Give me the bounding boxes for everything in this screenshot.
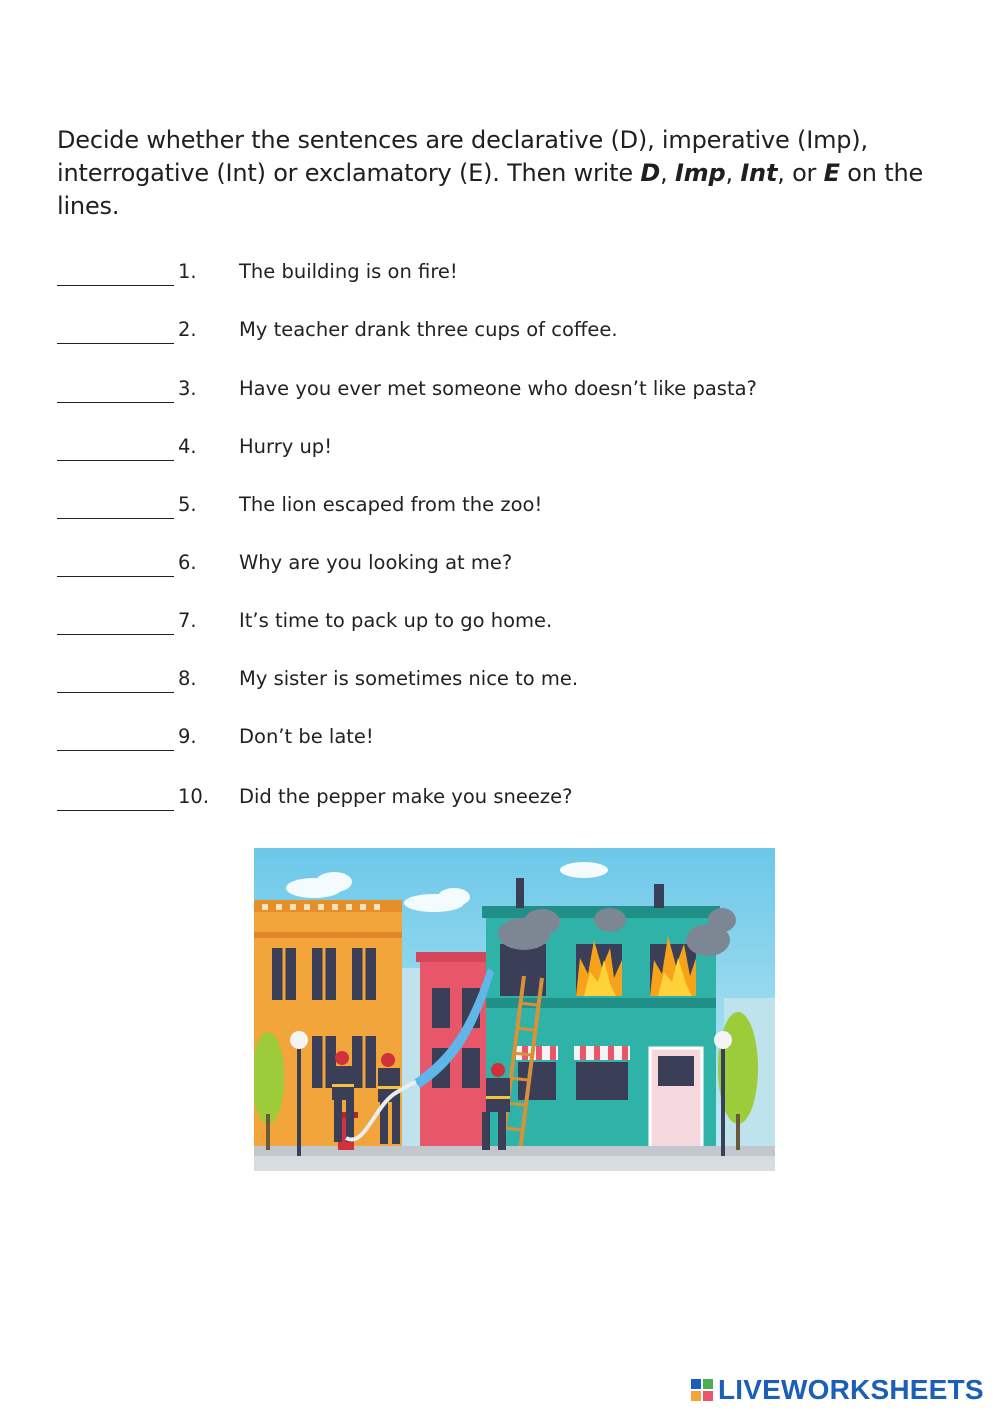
- answer-blank[interactable]: [57, 667, 174, 693]
- item-number: 8.: [178, 667, 197, 690]
- instructions: [57, 124, 972, 223]
- liveworksheets-brand: [690, 1373, 990, 1407]
- item-number: 3.: [178, 377, 197, 400]
- sentence-text: It’s time to pack up to go home.: [239, 609, 553, 632]
- code-int: Int: [740, 159, 778, 187]
- sentence-text: Why are you looking at me?: [239, 551, 513, 574]
- sentence-text: Have you ever met someone who doesn’t like pasta?: [239, 377, 757, 400]
- code-e: E: [823, 159, 840, 187]
- instructions-text: Decide whether the sentences are declarative (D), imperative (Imp), interrogative (Int) or exclamatory (E). Then write: [57, 126, 868, 187]
- answer-blank[interactable]: [57, 725, 174, 751]
- answer-blank[interactable]: [57, 260, 174, 286]
- sentence-text: Hurry up!: [239, 435, 333, 458]
- answer-blank[interactable]: [57, 785, 174, 811]
- instructions-separator: , or: [777, 159, 824, 187]
- item-number: 10.: [178, 785, 210, 808]
- item-number: 2.: [178, 318, 197, 341]
- item-number: 7.: [178, 609, 197, 632]
- answer-blank[interactable]: [57, 551, 174, 577]
- instructions-separator: ,: [660, 159, 675, 187]
- answer-blank[interactable]: [57, 318, 174, 344]
- code-imp: Imp: [674, 159, 726, 187]
- code-d: D: [640, 159, 661, 187]
- item-number: 9.: [178, 725, 197, 748]
- sentence-text: Did the pepper make you sneeze?: [239, 785, 573, 808]
- instructions-text-end: on the lines.: [57, 159, 924, 220]
- answer-blank[interactable]: [57, 377, 174, 403]
- sentence-text: The lion escaped from the zoo!: [239, 493, 543, 516]
- liveworksheets-logo-icon: [690, 1378, 714, 1402]
- answer-blank[interactable]: [57, 609, 174, 635]
- answer-blank[interactable]: [57, 493, 174, 519]
- sentence-text: Don’t be late!: [239, 725, 374, 748]
- answer-blank[interactable]: [57, 435, 174, 461]
- item-number: 5.: [178, 493, 197, 516]
- item-number: 4.: [178, 435, 197, 458]
- item-number: 6.: [178, 551, 197, 574]
- sentence-text: My teacher drank three cups of coffee.: [239, 318, 618, 341]
- instructions-separator: ,: [725, 159, 741, 187]
- item-number: 1.: [178, 260, 197, 283]
- firefighters-burning-building-illustration: [254, 848, 775, 1171]
- sentence-text: My sister is sometimes nice to me.: [239, 667, 579, 690]
- liveworksheets-brand-name: LIVEWORKSHEETS: [718, 1374, 984, 1405]
- sentence-text: The building is on fire!: [239, 260, 458, 283]
